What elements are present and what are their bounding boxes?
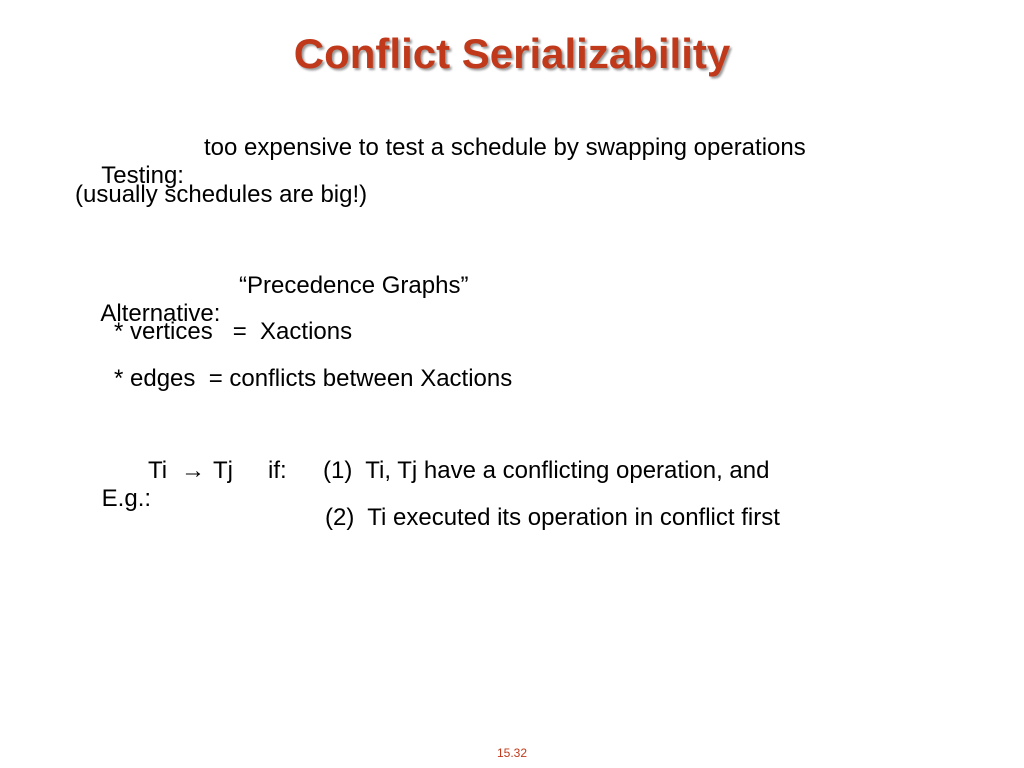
right-arrow-icon: → <box>181 457 205 484</box>
page-number: 15.32 <box>496 746 528 760</box>
testing-text: too expensive to test a schedule by swapping operations <box>204 134 806 161</box>
example-from: Ti <box>148 457 168 484</box>
slide-title: Conflict Serializability <box>293 30 731 77</box>
example-if: if: <box>268 457 287 484</box>
condition-1: (1) Ti, Tj have a conflicting operation, and <box>323 457 770 484</box>
bullet-vertices: * vertices = Xactions <box>114 318 353 345</box>
testing-label: Testing: <box>101 162 184 189</box>
alternative-label: Alternative: <box>100 300 221 327</box>
example-label: E.g.: <box>101 485 152 512</box>
bullet-edges: * edges = conflicts between Xactions <box>114 365 513 392</box>
testing-note: (usually schedules are big!) <box>75 181 368 208</box>
alternative-text: “Precedence Graphs” <box>239 272 469 299</box>
example-to: Tj <box>213 457 233 484</box>
condition-2: (2) Ti executed its operation in conflict first <box>325 504 780 531</box>
